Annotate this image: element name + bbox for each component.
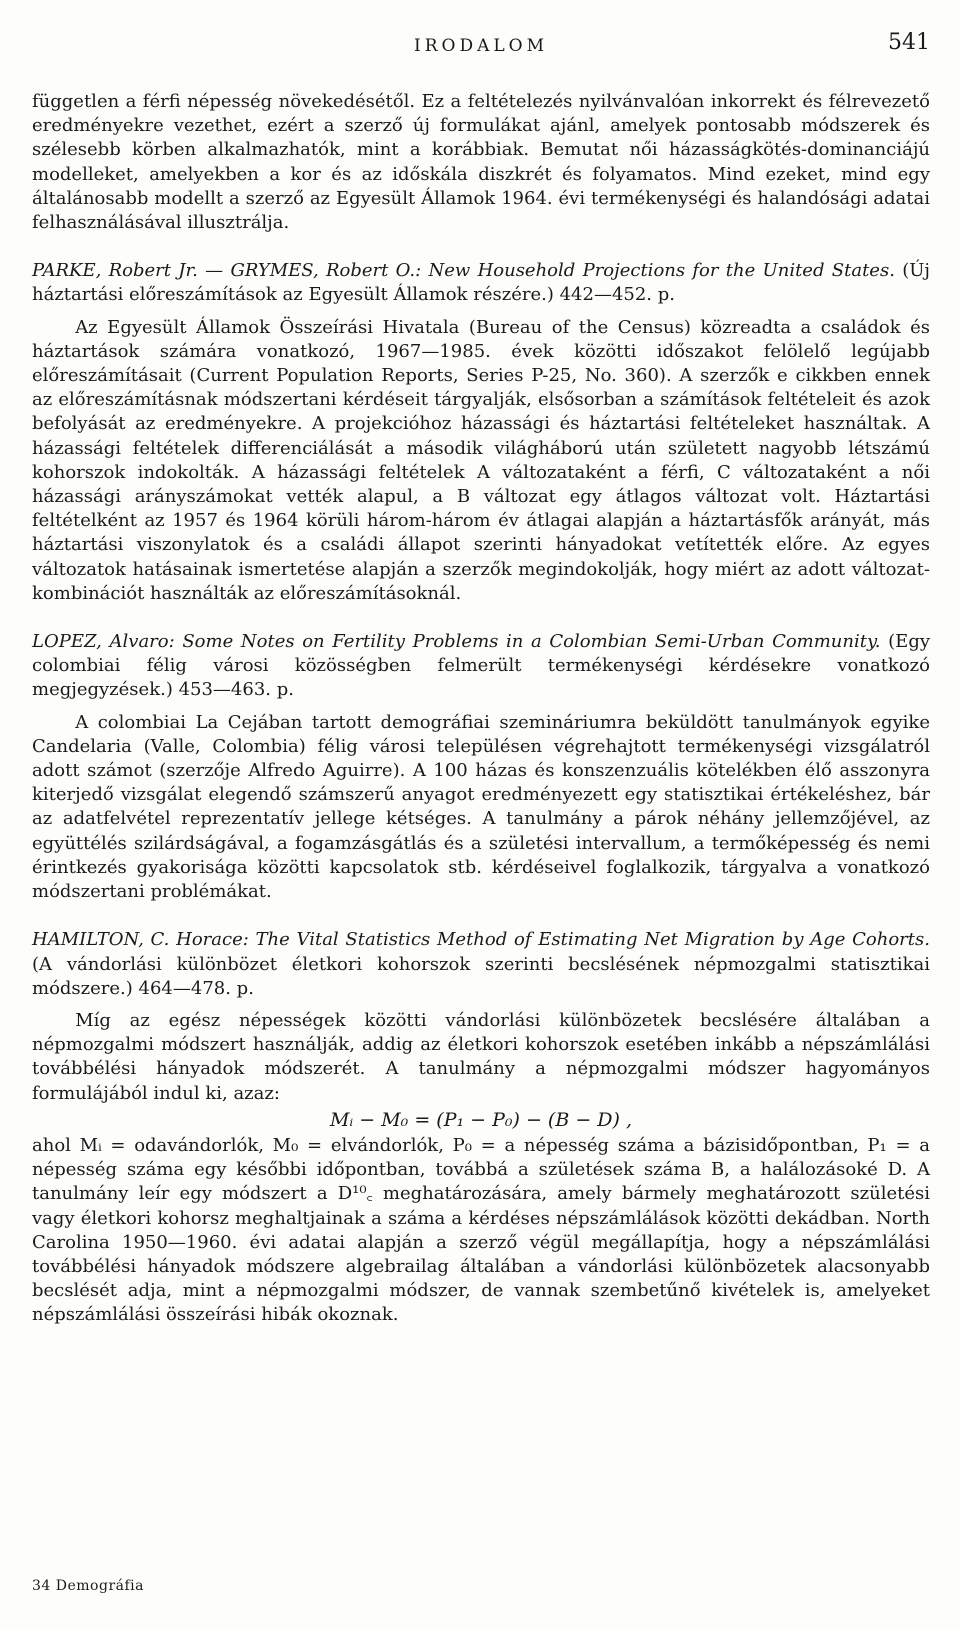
citation-rest: (Egy colombiai félig városi közösségben felmerült termékenységi kérdésekre vonatkozó megjegyzések.) 453—463. p. xyxy=(32,631,931,701)
article-body xyxy=(32,90,930,1328)
signature-mark: 34 Demográfia xyxy=(32,1578,144,1594)
citation-lopez xyxy=(32,630,930,703)
citation-parke xyxy=(32,259,930,307)
abstract-lopez: A colombiai La Cejában tartott demográfiai szemináriumra beküldött tanulmányok egyike Candelaria (Valle, Colombia) félig városi településen végrehajtott termékenységi vizsgálatról adott számot (szerzője Alfredo Aguirre). A 100 házas és konszenzuális kötelékben élő asszonyra kiterjedő vizsgálat elegendő számszerű anyagot eredményezett egy statisztikai értékeléshez, bár az adatfelvétel reprezentatív jellege kétséges. A tanulmány a párok néhány jellemzőjével, az együttélés szilárdságával, a fogamzásgátlás és a születési intervallum, a termőképesség és nemi érintkezés gyakorisága közötti kapcsolatok stb. kérdéseivel foglalkozik, tárgyalva a vonatkozó módszertani problémákat. xyxy=(32,711,930,903)
running-header xyxy=(32,30,930,60)
page-number: 541 xyxy=(888,30,930,55)
citation-author: PARKE, Robert Jr. — GRYMES, Robert O.: xyxy=(32,260,422,282)
running-title: IRODALOM xyxy=(414,36,548,56)
citation-rest: (A vándorlási különbözet életkori kohorszok szerinti becslésének népmozgalmi statisztikai módszere.) 464—478. p. xyxy=(32,953,930,999)
abstract-hamilton: Míg az egész népességek közötti vándorlási különbözetek becslésére általában a népmozgalmi módszert használják, addig az életkori kohorszok esetében inkább a népszámlálási továbbélési hányadok módszerét. A tanulmány a népmozgalmi módszer hagyományos formulájából indul ki, azaz: xyxy=(32,1009,930,1104)
citation-title: The Vital Statistics Method of Estimating Net Migration by Age Cohorts. xyxy=(255,929,930,951)
abstract-hamilton-continued: ahol Mᵢ = odavándorlók, M₀ = elvándorlók, P₀ = a népesség száma a bázisidőpontban, P₁ = a népesség száma egy későbbi időpontban, továbbá a születések száma B, a halálozásoké D. A tanulmány leír egy módszert a D¹⁰꜀ meghatározására, amely bármely meghatározott születési vagy életkori kohorsz meghaltjainak a száma a kérdéses népszámlálások közötti dekádban. North Carolina 1950—1960. évi adatai alapján a szerző végül megállapítja, hogy a népszámlálási továbbélési hányadok módszere algebrailag általában a vándorlási különbözetek alacsonyabb becslését adja, mint a népmozgalmi módszer, de vannak szembetűnő kivételek is, amelyeket népszámlálási összeírási hibák okoznak. xyxy=(32,1134,930,1326)
abstract-parke: Az Egyesült Államok Összeírási Hivatala (Bureau of the Census) közreadta a családok és háztartások számára vonatkozó, 1967—1985. évek közötti időszakot felölelő legújabb előreszámításait (Current Population Reports, Series P-25, No. 360). A szerzők e cikkben ennek az előreszámításnak módszertani kérdéseit tárgyalják, elsősorban a számítások feltételeit és azok befolyását az eredményekre. A projekcióhoz házassági és háztartási feltételeket használtak. A házassági feltételek differenciálását a második világháború után született nagyobb létszámú kohorszok indokolták. A házassági feltételek A változataként a férfi, C változataként a női házassági arányszámokat vették alapul, a B változat egy átlagos változat volt. Háztartási feltételként az 1957 és 1964 körüli három-három év átlagai alapján a háztartásfők arányát, más háztartási viszonylatok és a családi állapot szerinti hányadokat vetítették előre. Az egyes változatok hatásainak ismertetése alapján a szerzők megindokolják, hogy miért az adott változat-kombinációt használták az előreszámításoknál. xyxy=(32,316,930,604)
citation-hamilton xyxy=(32,928,930,1001)
migration-formula: Mᵢ − M₀ = (P₁ − P₀) − (B − D) , xyxy=(329,1108,633,1131)
citation-author: LOPEZ, Alvaro: xyxy=(32,631,175,653)
citation-title: Some Notes on Fertility Problems in a Colombian Semi-Urban Community. xyxy=(182,631,881,653)
citation-title: New Household Projections for the United States. xyxy=(428,260,895,282)
continued-paragraph: független a férfi népesség növekedésétől. Ez a feltételezés nyilvánvalóan inkorrekt és félrevezető eredményekre vezethet, ezért a szerző új formulákat ajánl, amelyek pontosabb módszerek és szélesebb körben alkalmazhatók, mint a korábbiak. Bemutat női házasságkötés-dominanciájú modelleket, amelyekben a kor és az időskála diszkrét és folyamatos. Mind ezeket, mind egy általánosabb modellt a szerző az Egyesült Államok 1964. évi termékenységi és halandósági adatai felhasználásával illusztrálja. xyxy=(32,91,930,234)
citation-author: HAMILTON, C. Horace: xyxy=(32,929,249,951)
citation-rest: (Új háztartási előreszámítások az Egyesült Államok részére.) 442—452. p. xyxy=(32,260,930,306)
